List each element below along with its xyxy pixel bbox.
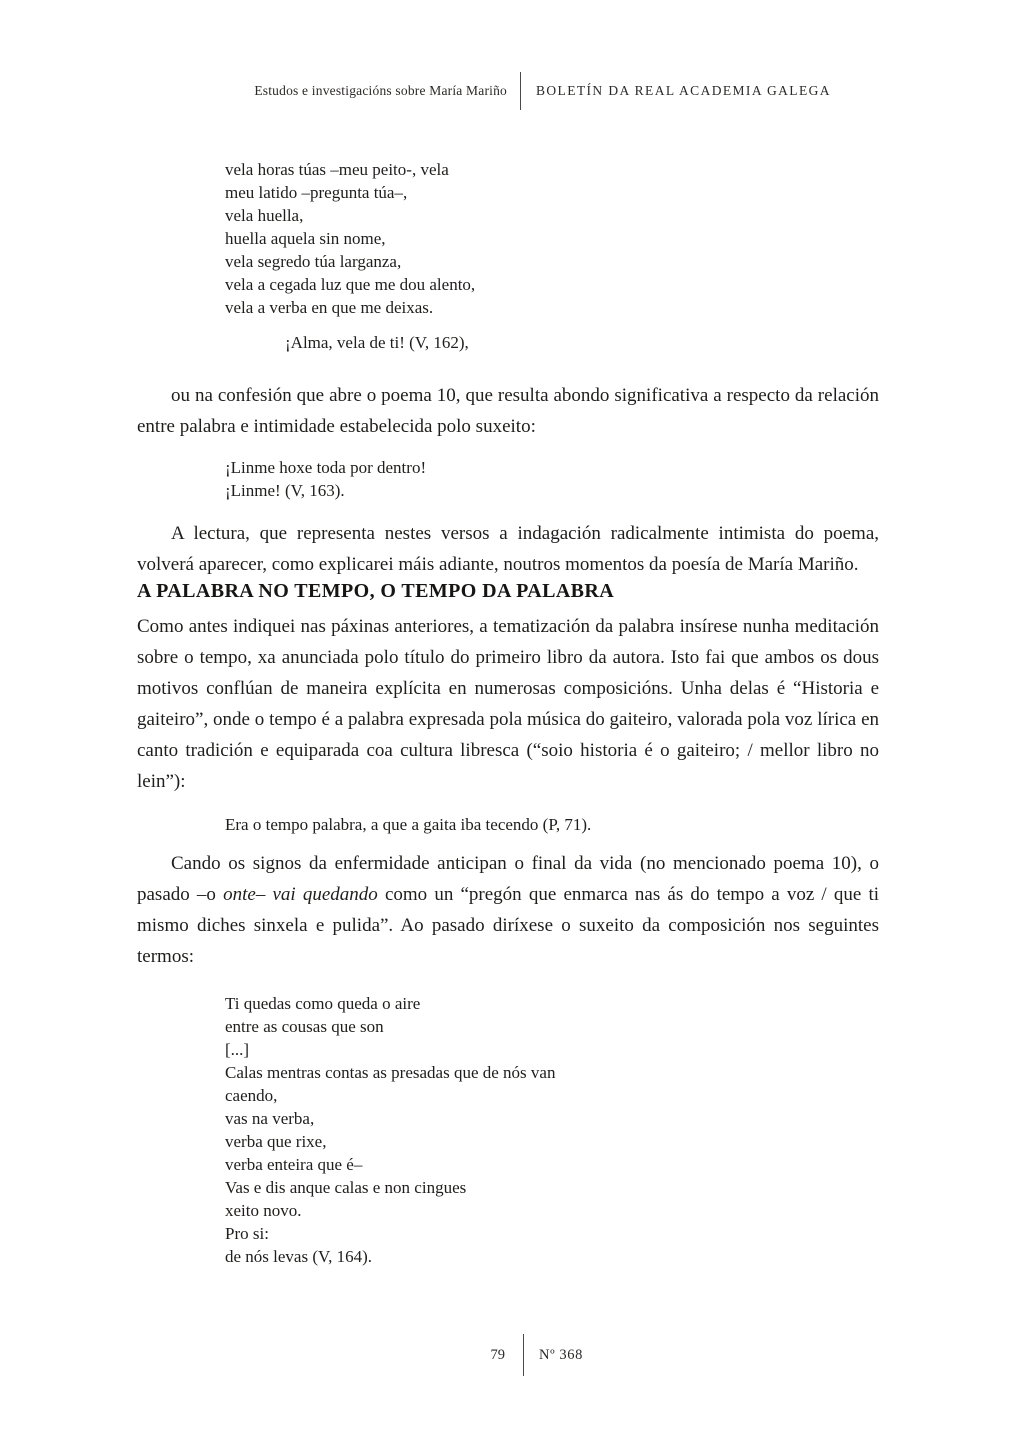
main-content (137, 0, 879, 1268)
poem-line: vela huella, (225, 206, 304, 225)
italic-segment: onte (223, 884, 256, 905)
poem-line: [...] (225, 1040, 250, 1059)
poem-line: entre as cousas que son (225, 1017, 384, 1036)
poem-line: vela a cegada luz que me dou alento, (225, 275, 476, 294)
section-heading: A PALABRA NO TEMPO, O TEMPO DA PALABRA (137, 580, 615, 602)
page-number: 79 (490, 1346, 505, 1363)
poem-line: xeito novo. (225, 1201, 302, 1220)
poem-line: vela segredo túa larganza, (225, 252, 402, 271)
poem-line: caendo, (225, 1086, 278, 1105)
poem-line: Calas mentras contas as presadas que de nós van (225, 1063, 556, 1082)
poem-line: Ti quedas como queda o aire (225, 994, 421, 1013)
poem-linme (225, 456, 879, 502)
paragraph-a-lectura: A lectura, que representa nestes versos a indagación radicalmente intimista do poema, volverá aparecer, como explicarei máis adiante, noutros momentos da poesía de María Mariño. (137, 523, 879, 575)
issue-number: Nº 368 (539, 1346, 583, 1363)
poem-line: huella aquela sin nome, (225, 229, 386, 248)
poem-line: ¡Linme hoxe toda por dentro! (225, 458, 427, 477)
text-segment: – (255, 884, 273, 905)
quote-era-o-tempo: Era o tempo palabra, a que a gaita iba tecendo (P, 71). (225, 815, 592, 834)
poem-line: Pro si: (225, 1224, 269, 1243)
poem-line: ¡Linme! (V, 163). (225, 481, 345, 500)
text-segment: como un “pregón que enmarca nas ás do tempo a voz / que ti mismo diches sinxela e pulida”. Ao pasado diríxese o suxeito da composición nos seguintes termos: (137, 884, 880, 967)
page-footer (0, 1334, 1010, 1376)
poem-line: verba que rixe, (225, 1132, 327, 1151)
text-segment: Cando os signos da enfermidade anticipan o final da vida (no mencionado poema 10), o pasado –o (137, 853, 879, 905)
poem-vela (225, 158, 879, 319)
poem-line: verba enteira que é– (225, 1155, 363, 1174)
header-right-text: BOLETÍN DA REAL ACADEMIA GALEGA (536, 83, 831, 98)
poem-line: Vas e dis anque calas e non cingues (225, 1178, 467, 1197)
poem-line: vela horas túas –meu peito-, vela (225, 160, 449, 179)
italic-segment: vai quedando (272, 884, 378, 905)
header-left-text: Estudos e investigacións sobre María Mariño (254, 83, 507, 98)
poem-ti-quedas (225, 992, 879, 1268)
poem-line: de nós levas (V, 164). (225, 1247, 372, 1266)
poem-line: vas na verba, (225, 1109, 315, 1128)
poem-line: meu latido –pregunta túa–, (225, 183, 408, 202)
poem-vela-closing: ¡Alma, vela de ti! (V, 162), (285, 333, 469, 352)
paragraph-ou-na-confesion: ou na confesión que abre o poema 10, que resulta abondo significativa a respecto da relación entre palabra e intimidade estabelecida polo suxeito: (137, 385, 879, 437)
poem-line: vela a verba en que me deixas. (225, 298, 434, 317)
paragraph-cando (137, 848, 879, 972)
paragraph-como-antes: Como antes indiquei nas páxinas anteriores, a tematización da palabra insírese nunha meditación sobre o tempo, xa anunciada polo título do primeiro libro da autora. Isto fai que ambos os dous motivos conflúan de maneira explícita en numerosas composicións. Unha delas é “Historia e gaiteiro”, onde o tempo é a palabra expresada pola música do gaiteiro, valorada pola voz lírica en canto tradición e equiparada coa cultura libresca (“soio historia é o gaiteiro; / mellor libro no lein”): (137, 616, 879, 792)
